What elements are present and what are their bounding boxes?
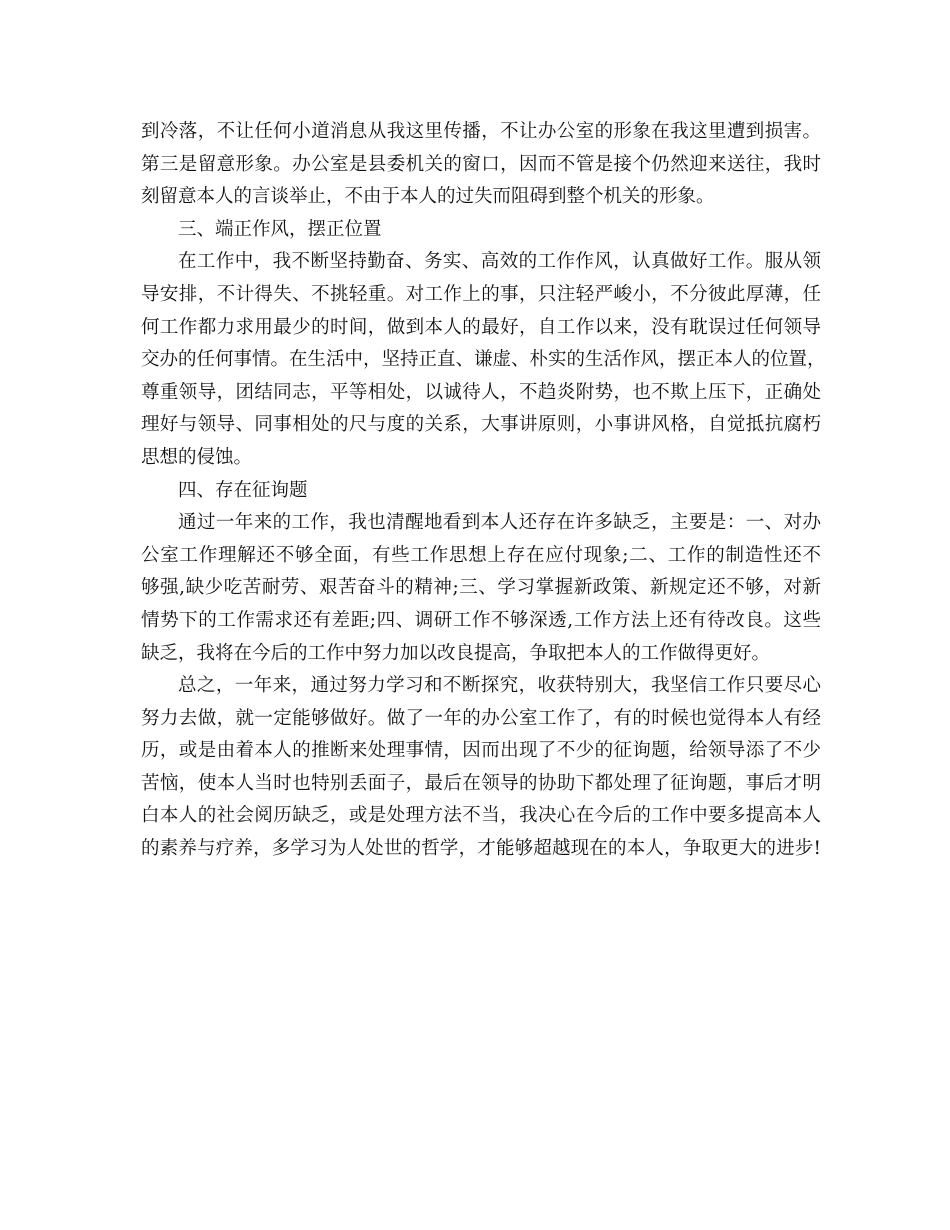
body-line: 白本人的社会阅历缺乏，或是处理方法不当，我决心在今后的工作中要多提高本人 bbox=[141, 805, 821, 827]
body-line: 公室工作理解还不够全面，有些工作思想上存在应付现象;二、工作的制造性还不 bbox=[141, 544, 821, 566]
body-line: 缺乏，我将在今后的工作中努力加以改良提高，争取把本人的工作做得更好。 bbox=[141, 642, 771, 664]
body-line: 情势下的工作需求还有差距;四、调研工作不够深透,工作方法上还有待改良。这些 bbox=[141, 609, 821, 631]
body-line: 苦恼，使本人当时也特别丢面子，最后在领导的协助下都处理了征询题，事后才明 bbox=[141, 772, 821, 794]
body-line: 到冷落，不让任何小道消息从我这里传播，不让办公室的形象在我这里遭到损害。 bbox=[141, 121, 821, 142]
body-line: 刻留意本人的言谈举止，不由于本人的过失而阻碍到整个机关的形象。 bbox=[141, 186, 715, 208]
body-line: 尊重领导，团结同志，平等相处，以诚待人，不趋炎附势，也不欺上压下，正确处 bbox=[141, 381, 821, 403]
section-heading: 四、存在征询题 bbox=[178, 479, 308, 501]
body-line: 的素养与疗养，多学习为人处世的哲学，才能够超越现在的本人，争取更大的进步! bbox=[141, 838, 821, 860]
body-line: 何工作都力求用最少的时间，做到本人的最好，自工作以来，没有耽误过任何领导 bbox=[141, 316, 821, 338]
body-line: 努力去做，就一定能够做好。做了一年的办公室工作了，有的时候也觉得本人有经 bbox=[141, 707, 821, 729]
body-line: 交办的任何事情。在生活中，坚持正直、谦虚、朴实的生活作风，摆正本人的位置， bbox=[141, 349, 826, 371]
body-line: 通过一年来的工作，我也清醒地看到本人还存在许多缺乏，主要是：一、对办 bbox=[178, 512, 821, 534]
section-heading: 三、端正作风，摆正位置 bbox=[178, 218, 382, 240]
body-line: 思想的侵蚀。 bbox=[141, 446, 253, 468]
body-line: 导安排，不计得失、不挑轻重。对工作上的事，只注轻严峻小，不分彼此厚薄，任 bbox=[141, 283, 821, 305]
body-line: 总之，一年来，通过努力学习和不断探究，收获特别大，我坚信工作只要尽心 bbox=[178, 675, 821, 697]
body-line: 理好与领导、同事相处的尺与度的关系，大事讲原则，小事讲风格，自觉抵抗腐朽 bbox=[141, 414, 821, 436]
body-line: 在工作中，我不断坚持勤奋、务实、高效的工作作风，认真做好工作。服从领 bbox=[178, 251, 821, 273]
document-body bbox=[141, 116, 826, 866]
body-line: 够强,缺少吃苦耐劳、艰苦奋斗的精神;三、学习掌握新政策、新规定还不够，对新 bbox=[141, 577, 821, 599]
body-line: 第三是留意形象。办公室是县委机关的窗口，因而不管是接个仍然迎来送往，我时 bbox=[141, 153, 821, 175]
body-line: 历，或是由着本人的推断来处理事情，因而出现了不少的征询题，给领导添了不少 bbox=[141, 740, 821, 762]
